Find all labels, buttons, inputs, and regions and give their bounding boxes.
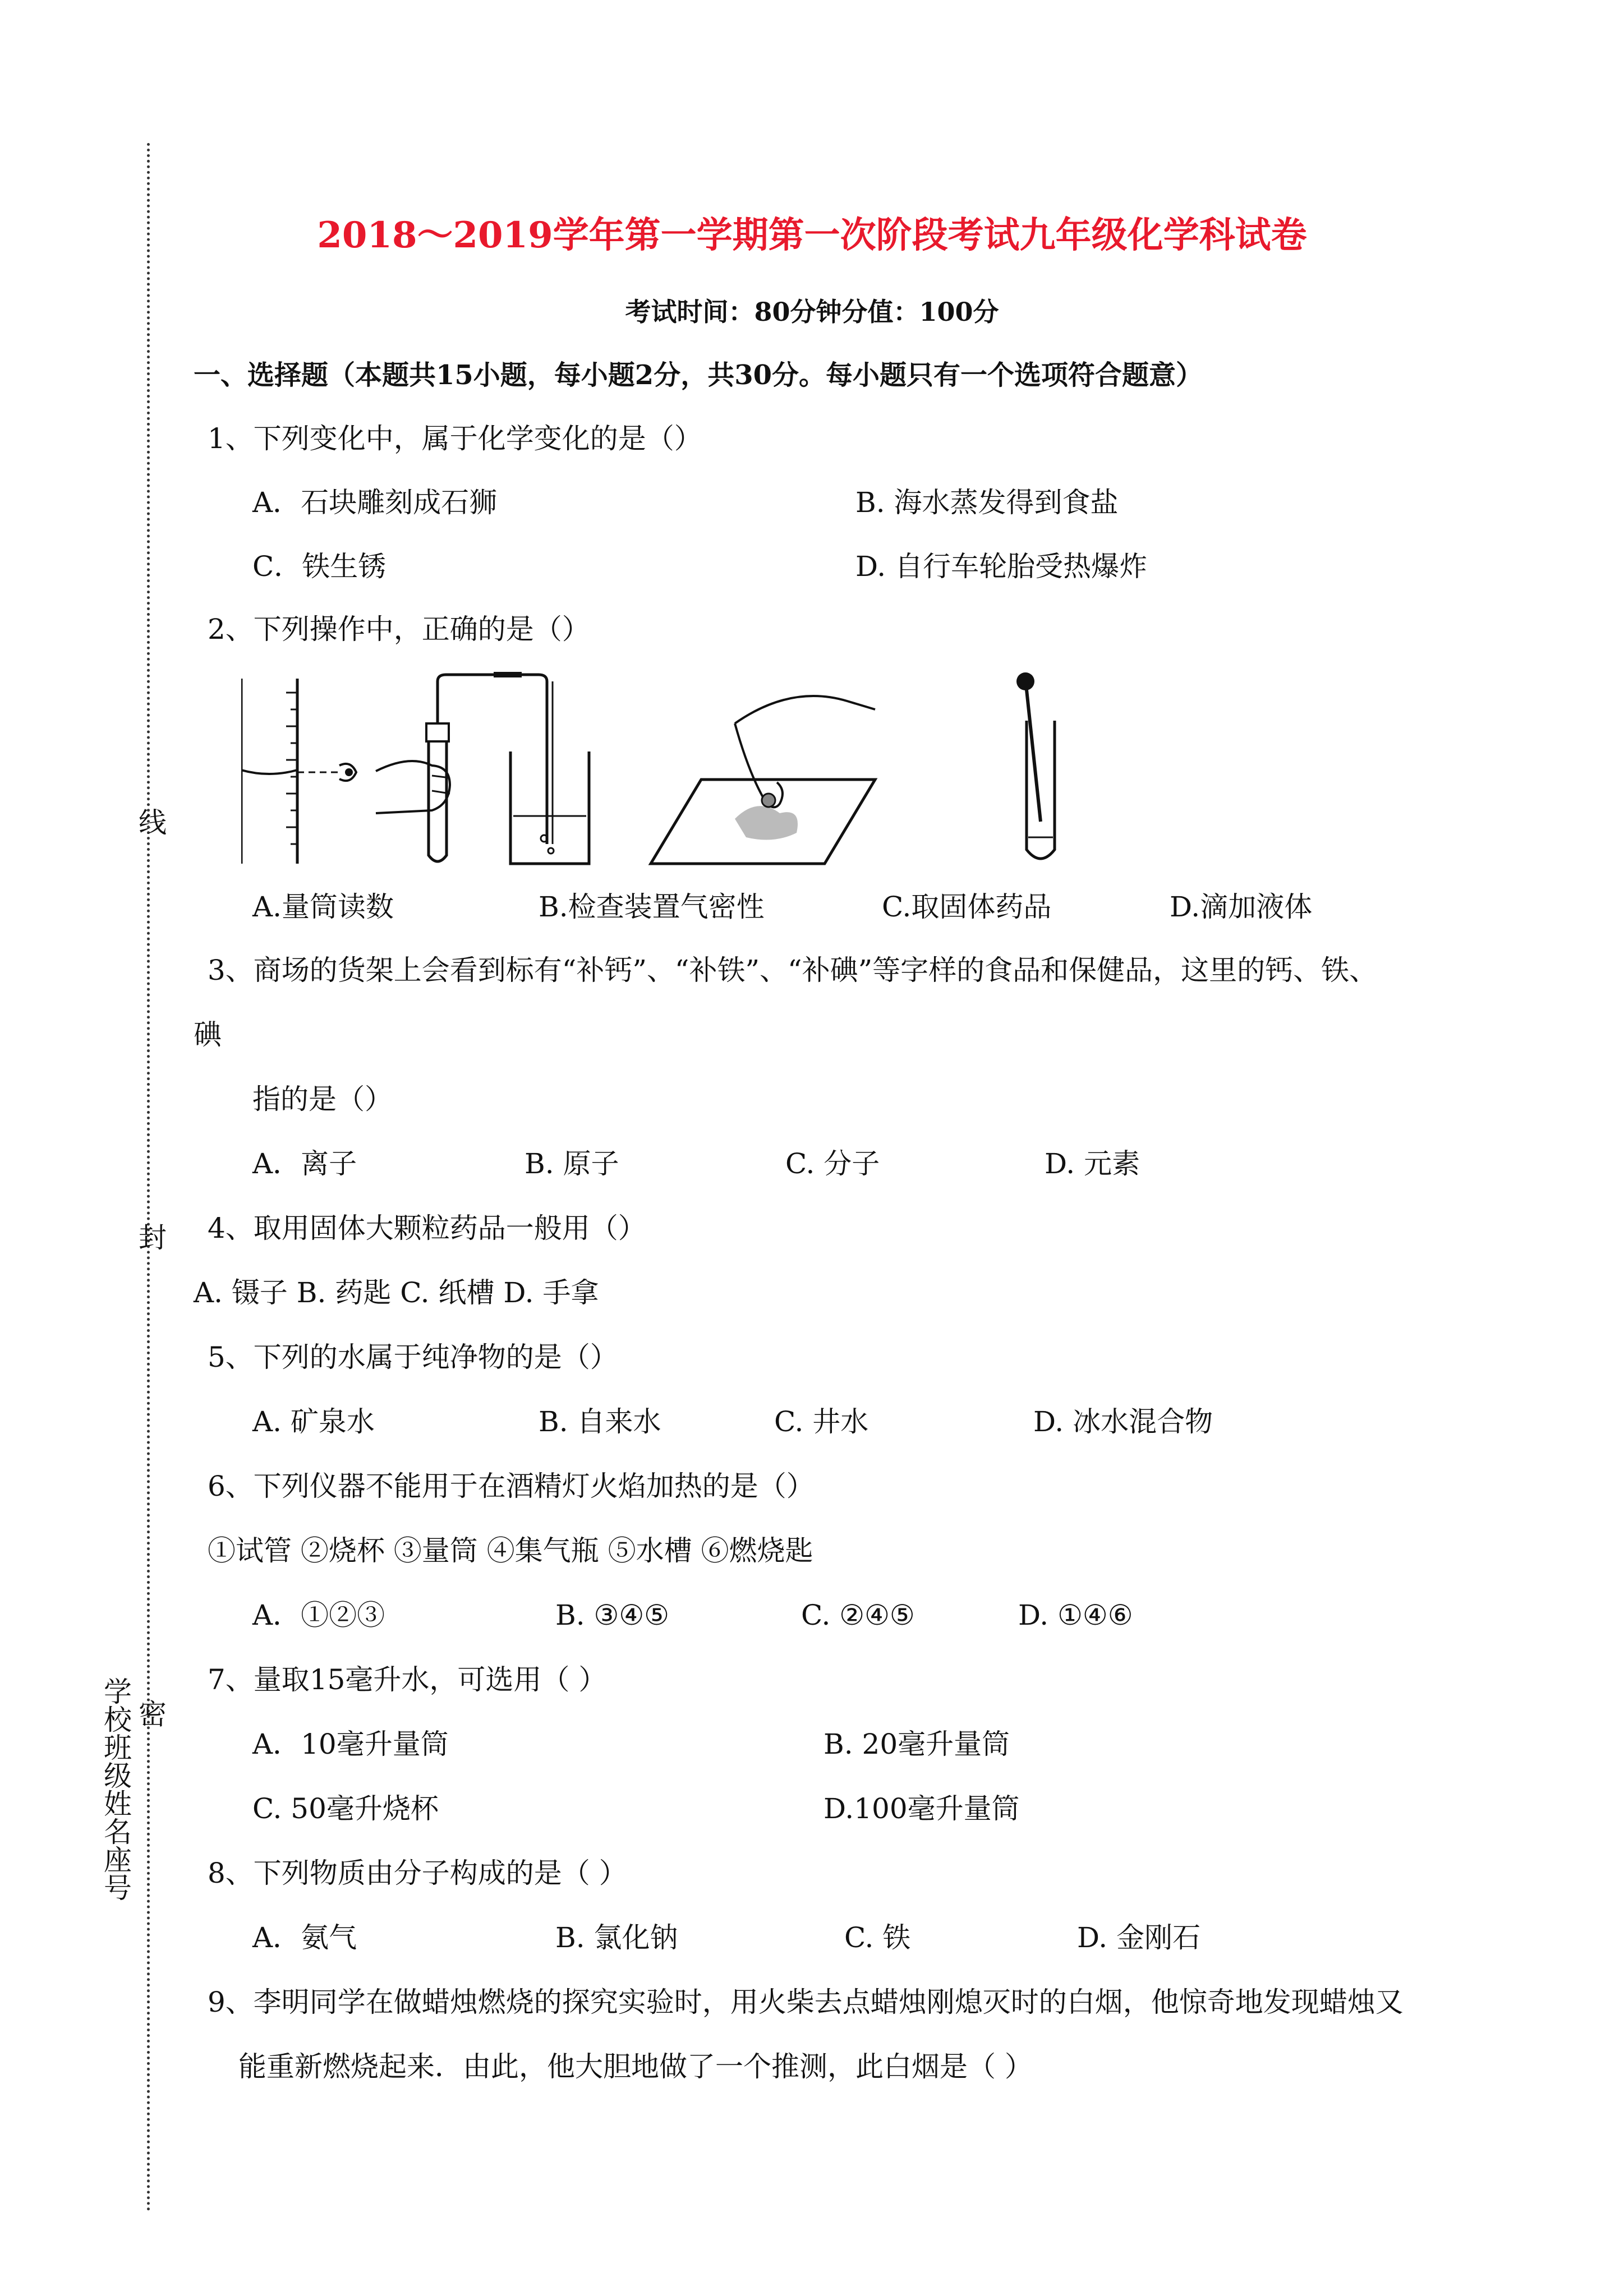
question-1-stem: 1、下列变化中，属于化学变化的是（）	[208, 422, 702, 455]
airtightness-check-illustration	[376, 672, 589, 864]
side-seal-word: 封	[134, 1223, 167, 1251]
question-3-stem-line1: 3、商场的货架上会看到标有“补钙”、“补铁”、“补碘”等字样的食品和保健品，这里的钙、铁、	[208, 954, 1378, 986]
q6-instrument-list: ①试管 ②烧杯 ③量筒 ④集气瓶 ⑤水槽 ⑥燃烧匙	[208, 1534, 813, 1567]
q3-option-c: C. 分子	[785, 1147, 880, 1180]
q7-option-a: A．10毫升量筒	[252, 1728, 449, 1760]
binding-dotted-line	[147, 143, 150, 2212]
q8-option-d: D. 金刚石	[1077, 1921, 1201, 1954]
question-9-stem-line2: 能重新燃烧起来．由此，他大胆地做了一个推测，此白烟是（ ）	[238, 2050, 1033, 2083]
solid-reagent-illustration	[651, 696, 875, 864]
question-8-stem: 8、下列物质由分子构成的是（ ）	[208, 1857, 627, 1889]
exam-subtitle: 考试时间：80分钟分值：100分	[625, 297, 999, 327]
q7-option-d: D.100毫升量筒	[823, 1792, 1020, 1825]
side-secret-word: 密	[134, 1699, 167, 1727]
q2-option-b: B.检查装置气密性	[539, 891, 765, 923]
q8-option-a: A．氨气	[252, 1921, 357, 1954]
q5-option-c: C. 井水	[774, 1405, 869, 1438]
q3-option-a: A．离子	[252, 1147, 357, 1180]
q2-option-d: D.滴加液体	[1170, 891, 1313, 923]
q6-option-d: D. ①④⑥	[1018, 1599, 1133, 1631]
q3-option-b: B. 原子	[525, 1147, 619, 1180]
question-2-stem: 2、下列操作中，正确的是（）	[208, 613, 590, 646]
question-9-stem-line1: 9、李明同学在做蜡烛燃烧的探究实验时，用火柴去点蜡烛刚熄灭时的白烟，他惊奇地发现蜡烛又	[208, 1986, 1404, 2018]
q3-option-d: D. 元素	[1045, 1147, 1140, 1180]
q8-option-c: C. 铁	[844, 1921, 911, 1954]
section-heading: 一、选择题（本题共15小题，每小题2分，共30分。每小题只有一个选项符合题意）	[194, 359, 1203, 391]
question-4-stem: 4、取用固体大颗粒药品一般用（）	[208, 1212, 646, 1244]
q4-options: A. 镊子 B. 药匙 C. 纸槽 D. 手拿	[194, 1276, 599, 1309]
q1-option-d: D. 自行车轮胎受热爆炸	[855, 550, 1148, 583]
q5-option-a: A. 矿泉水	[252, 1405, 375, 1438]
side-line-word: 线	[134, 808, 167, 836]
question-6-stem: 6、下列仪器不能用于在酒精灯火焰加热的是（）	[208, 1470, 815, 1502]
question-7-stem: 7、量取15毫升水，可选用（ ）	[208, 1663, 607, 1696]
q2-option-c: C.取固体药品	[882, 891, 1052, 923]
question-3-stem-line3: 指的是（）	[252, 1083, 393, 1115]
q7-option-b: B. 20毫升量筒	[823, 1728, 1010, 1760]
q6-option-a: A．①②③	[252, 1599, 385, 1631]
q1-option-b: B. 海水蒸发得到食盐	[855, 486, 1119, 519]
question-5-stem: 5、下列的水属于纯净物的是（）	[208, 1341, 618, 1373]
cylinder-reading-illustration	[241, 679, 356, 864]
q6-option-b: B. ③④⑤	[555, 1599, 670, 1631]
q7-option-c: C. 50毫升烧杯	[252, 1792, 439, 1825]
q1-option-c: C．铁生锈	[252, 550, 387, 583]
q2-option-a: A.量筒读数	[252, 891, 394, 923]
q8-option-b: B. 氯化钠	[555, 1921, 678, 1954]
student-info-label: 学校班级姓名座号	[99, 1677, 132, 1901]
exam-title: 2018～2019学年第一学期第一次阶段考试九年级化学科试卷	[317, 214, 1307, 256]
q5-option-d: D. 冰水混合物	[1033, 1405, 1213, 1438]
question-3-stem-line2: 碘	[194, 1018, 222, 1051]
q1-option-a: A．石块雕刻成石狮	[252, 486, 498, 519]
lab-operations-figure	[241, 670, 1464, 872]
q5-option-b: B. 自来水	[539, 1405, 661, 1438]
dropping-liquid-illustration	[1016, 672, 1055, 859]
q6-option-c: C. ②④⑤	[801, 1599, 915, 1631]
